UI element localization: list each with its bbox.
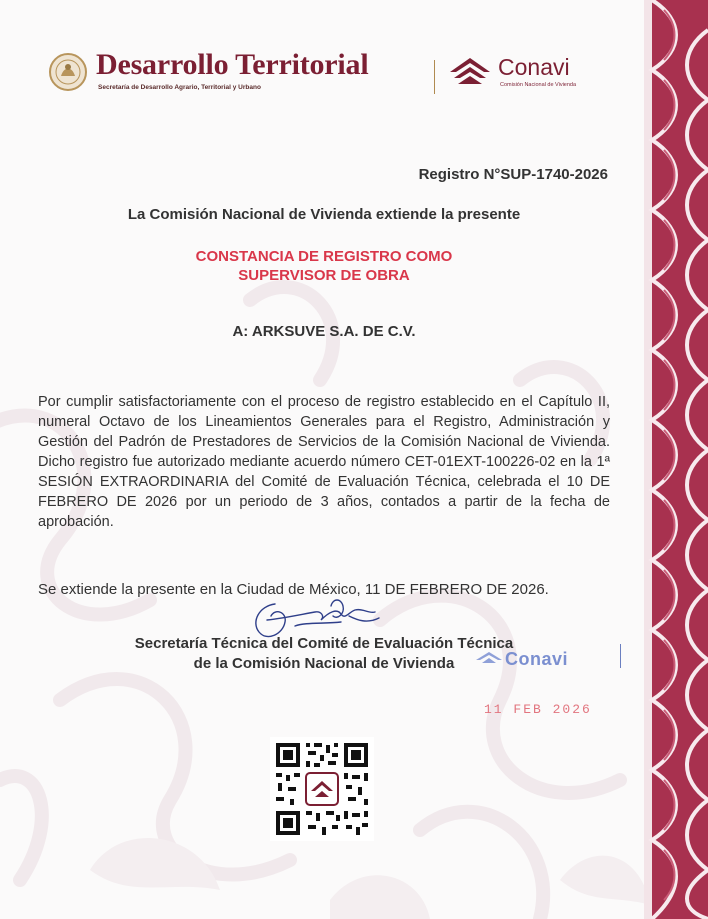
signer-line2: de la Comisión Nacional de Vivienda — [193, 655, 455, 672]
decorative-border — [644, 0, 708, 919]
conavi-stamp: Conavi — [505, 649, 569, 669]
header — [46, 48, 606, 98]
certificate-title-line1: CONSTANCIA DE REGISTRO COMO — [195, 248, 453, 265]
national-seal-icon — [48, 52, 88, 92]
conavi-logo-icon — [448, 54, 492, 90]
header-divider — [434, 60, 435, 94]
agency-subtitle: Comisión Nacional de Vivienda — [500, 82, 577, 88]
handwritten-signature — [245, 594, 385, 646]
body-paragraph: Por cumplir satisfactoriamente con el proceso de registro establecido en el Capítulo II, numeral Octavo de los Lineamientos Generales para el Registro, Administración y Gestión del Padrón de Prestadores de Servicios de la Comisión Nacional de Vivienda. Dicho registro fue autorizado mediante acuerdo número CET-01EXT-100226-02 en la 1ª SESIÓN EXTRAORDINARIA del Comité de Evaluación Técnica, celebrada el 10 DE FEBRERO DE 2026 por un periodo de 3 años, contados a partir de la fecha de aprobación. — [38, 394, 610, 530]
place-date: Se extiende la presente en la Ciudad de México, 11 DE FEBRERO DE 2026. — [38, 581, 549, 598]
received-date-stamp: 11 FEB 2026 — [484, 702, 592, 717]
brand-title: Desarrollo Territorial — [96, 48, 369, 81]
agency-name: Conavi — [498, 54, 570, 80]
intro-line: La Comisión Nacional de Vivienda extiende la presente — [127, 206, 521, 223]
certificate-title-line2: SUPERVISOR DE OBRA — [238, 267, 410, 284]
registration-number: Registro N°SUP-1740-2026 — [418, 166, 608, 183]
recipient: A: ARKSUVE S.A. DE C.V. — [232, 323, 416, 340]
brand-subtitle: Secretaría de Desarrollo Agrario, Territorial y Urbano — [98, 84, 261, 91]
certificate-title — [0, 247, 648, 285]
signer-line1: Secretaría Técnica del Comité de Evaluación Técnica — [134, 635, 514, 652]
conavi-stamp-logo-icon — [474, 650, 504, 664]
qr-code — [270, 737, 374, 841]
